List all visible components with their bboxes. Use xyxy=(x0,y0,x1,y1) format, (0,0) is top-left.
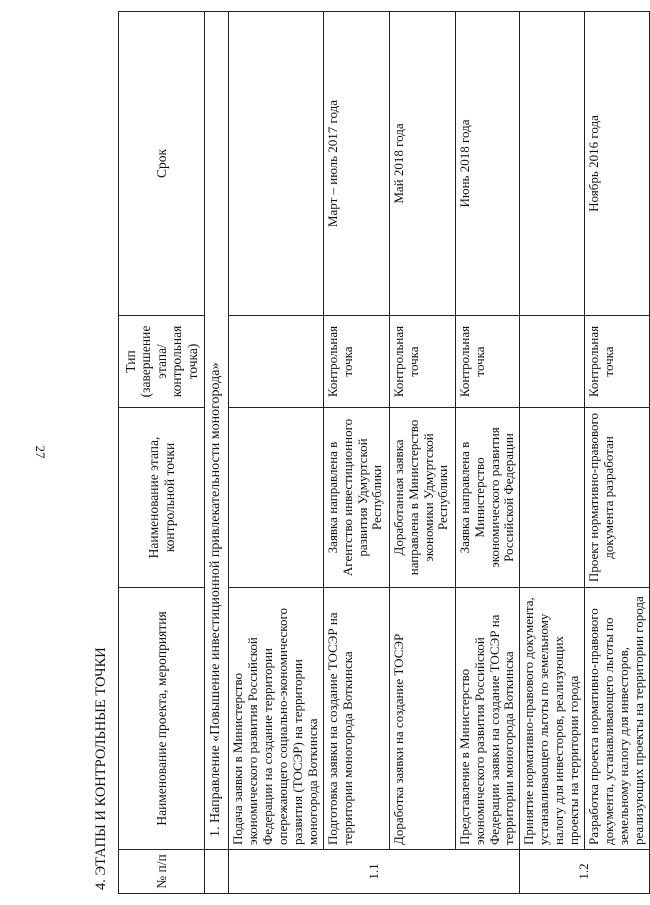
header-type: Тип (завершение этапа/контрольная точка) xyxy=(119,316,205,408)
stage-cell xyxy=(520,408,585,588)
row-number: 1.2 xyxy=(520,850,650,894)
direction-title: 1. Направление «Повышение инвестиционной привлекательности моногорода» xyxy=(205,12,229,850)
rotated-landscape-page xyxy=(86,12,646,894)
table-row xyxy=(455,12,520,894)
activity-cell: Доработка заявки на создание ТОСЭР xyxy=(389,588,455,850)
header-stage: Наименование этапа, контрольной точки xyxy=(119,408,205,588)
table-row xyxy=(389,12,455,894)
type-cell xyxy=(229,316,324,408)
stage-cell: Заявка направлена в Агентство инвестиционного развития Удмуртской Республики xyxy=(323,408,389,588)
stage-cell: Заявка направлена в Министерство экономического развития Российской Федерации xyxy=(455,408,520,588)
stages-table xyxy=(118,11,650,894)
type-cell: Контрольная точка xyxy=(585,316,650,408)
term-cell: Ноябрь 2016 года xyxy=(585,12,650,316)
type-cell: Контрольная точка xyxy=(323,316,389,408)
term-cell: Май 2018 года xyxy=(389,12,455,316)
activity-cell: Разработка проекта нормативно-правового документа, устанавливающего льготы по земельному налогу для инвесторов, реализующих проекты на территории города xyxy=(585,588,650,850)
direction-spacer xyxy=(205,850,229,894)
header-number: № п/п xyxy=(119,850,205,894)
page-number: 27 xyxy=(33,445,48,459)
stage-cell: Доработанная заявка направлена в Министерство экономики Удмуртской Республики xyxy=(389,408,455,588)
direction-row xyxy=(205,12,229,894)
row-number: 1.1 xyxy=(229,850,520,894)
table-row xyxy=(585,12,650,894)
term-cell xyxy=(229,12,324,316)
activity-cell: Представление в Министерство экономического развития Российской Федерации заявки на создание ТОСЭР на территории моногорода Воткинска xyxy=(455,588,520,850)
header-activity: Наименование проекта, мероприятия xyxy=(119,588,205,850)
term-cell: Июнь 2018 года xyxy=(455,12,520,316)
stage-cell xyxy=(229,408,324,588)
table-row xyxy=(229,12,324,894)
type-cell: Контрольная точка xyxy=(455,316,520,408)
table-row xyxy=(323,12,389,894)
activity-cell: Подача заявки в Министерство экономического развития Российской Федерации на создание территории опережающего социально-экономического развития (ТОСЭР) на территории моногорода Воткинска xyxy=(229,588,324,850)
term-cell xyxy=(520,12,585,316)
table-header-row xyxy=(119,12,205,894)
header-term: Срок xyxy=(119,12,205,316)
type-cell xyxy=(520,316,585,408)
term-cell: Март – июль 2017 года xyxy=(323,12,389,316)
table-row xyxy=(520,12,585,894)
stage-cell: Проект нормативно-правового документа разработан xyxy=(585,408,650,588)
type-cell: Контрольная точка xyxy=(389,316,455,408)
activity-cell: Подготовка заявки на создание ТОСЭР на территории моногорода Воткинска xyxy=(323,588,389,850)
activity-cell: Принятие нормативно-правового документа, устанавливающего льготы по земельному налогу для инвесторов, реализующих проекты на территории города xyxy=(520,588,585,850)
section-heading: 4. ЭТАПЫ И КОНТРОЛЬНЫЕ ТОЧКИ xyxy=(93,647,109,890)
